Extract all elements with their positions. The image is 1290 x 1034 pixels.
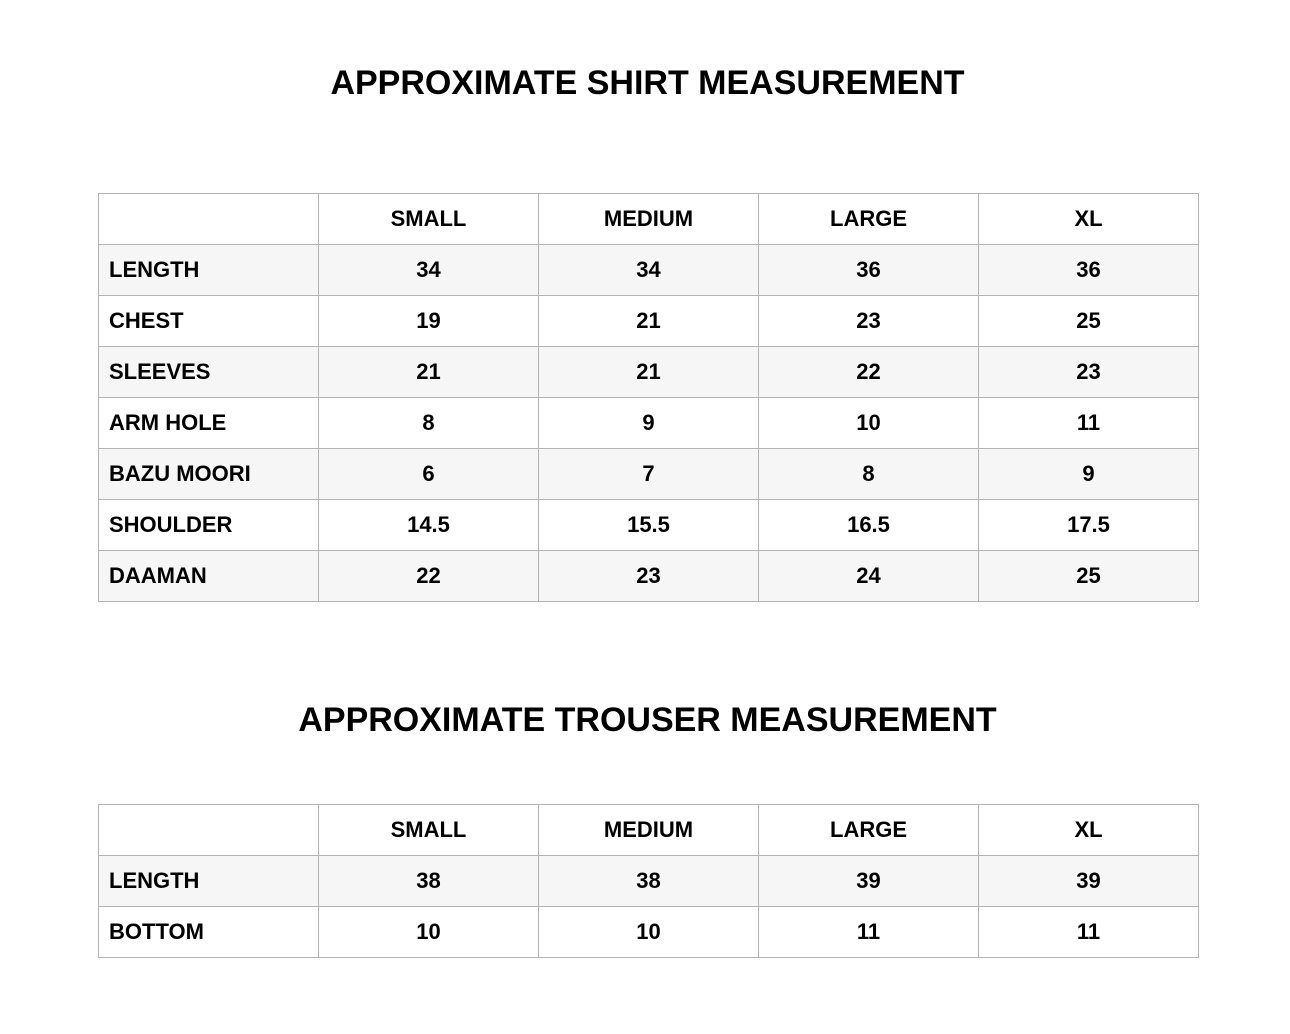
measurement-value: 10 — [759, 398, 979, 449]
measurement-label: DAAMAN — [99, 551, 319, 602]
trouser-measurement-table — [98, 804, 1199, 958]
table-row — [99, 347, 1199, 398]
table-row — [99, 245, 1199, 296]
measurement-value: 11 — [979, 398, 1199, 449]
table-row — [99, 398, 1199, 449]
measurement-value: 17.5 — [979, 500, 1199, 551]
measurement-value: 11 — [979, 907, 1199, 958]
vertical-scrollbar[interactable] — [1268, 0, 1290, 1034]
size-header-cell: XL — [979, 805, 1199, 856]
measurement-value: 23 — [539, 551, 759, 602]
measurement-label: ARM HOLE — [99, 398, 319, 449]
trouser-measurement-title: APPROXIMATE TROUSER MEASUREMENT — [298, 701, 997, 739]
table-row — [99, 449, 1199, 500]
table-row — [99, 296, 1199, 347]
measurement-value: 8 — [319, 398, 539, 449]
measurement-value: 38 — [539, 856, 759, 907]
measurement-label: BOTTOM — [99, 907, 319, 958]
measurement-label: SLEEVES — [99, 347, 319, 398]
table-row — [99, 907, 1199, 958]
size-header-cell: MEDIUM — [539, 805, 759, 856]
measurement-value: 7 — [539, 449, 759, 500]
size-header-cell: SMALL — [319, 194, 539, 245]
size-header-cell: MEDIUM — [539, 194, 759, 245]
header-corner-cell — [99, 194, 319, 245]
size-header-cell: LARGE — [759, 194, 979, 245]
measurement-value: 14.5 — [319, 500, 539, 551]
measurement-value: 23 — [979, 347, 1199, 398]
size-header-cell: LARGE — [759, 805, 979, 856]
measurement-value: 8 — [759, 449, 979, 500]
measurement-value: 25 — [979, 296, 1199, 347]
measurement-value: 19 — [319, 296, 539, 347]
measurement-value: 22 — [759, 347, 979, 398]
shirt-measurement-table — [98, 193, 1199, 602]
measurement-value: 16.5 — [759, 500, 979, 551]
measurement-value: 39 — [759, 856, 979, 907]
shirt-measurement-title: APPROXIMATE SHIRT MEASUREMENT — [330, 64, 965, 102]
table-row — [99, 500, 1199, 551]
measurement-value: 6 — [319, 449, 539, 500]
measurement-value: 21 — [539, 347, 759, 398]
measurement-value: 9 — [539, 398, 759, 449]
size-header-cell: SMALL — [319, 805, 539, 856]
measurement-value: 38 — [319, 856, 539, 907]
header-corner-cell — [99, 805, 319, 856]
table-row — [99, 856, 1199, 907]
measurement-label: BAZU MOORI — [99, 449, 319, 500]
measurement-value: 21 — [539, 296, 759, 347]
measurement-value: 10 — [539, 907, 759, 958]
table-header-row — [99, 194, 1199, 245]
measurement-label: CHEST — [99, 296, 319, 347]
measurement-value: 23 — [759, 296, 979, 347]
measurement-value: 15.5 — [539, 500, 759, 551]
measurement-label: LENGTH — [99, 245, 319, 296]
measurement-value: 11 — [759, 907, 979, 958]
measurement-value: 36 — [759, 245, 979, 296]
measurement-value: 36 — [979, 245, 1199, 296]
measurement-value: 39 — [979, 856, 1199, 907]
measurement-label: SHOULDER — [99, 500, 319, 551]
measurement-value: 22 — [319, 551, 539, 602]
table-row — [99, 551, 1199, 602]
measurement-value: 34 — [319, 245, 539, 296]
size-header-cell: XL — [979, 194, 1199, 245]
measurement-value: 24 — [759, 551, 979, 602]
measurement-value: 9 — [979, 449, 1199, 500]
measurement-label: LENGTH — [99, 856, 319, 907]
measurement-value: 25 — [979, 551, 1199, 602]
measurement-value: 10 — [319, 907, 539, 958]
table-header-row — [99, 805, 1199, 856]
measurement-value: 34 — [539, 245, 759, 296]
measurement-value: 21 — [319, 347, 539, 398]
